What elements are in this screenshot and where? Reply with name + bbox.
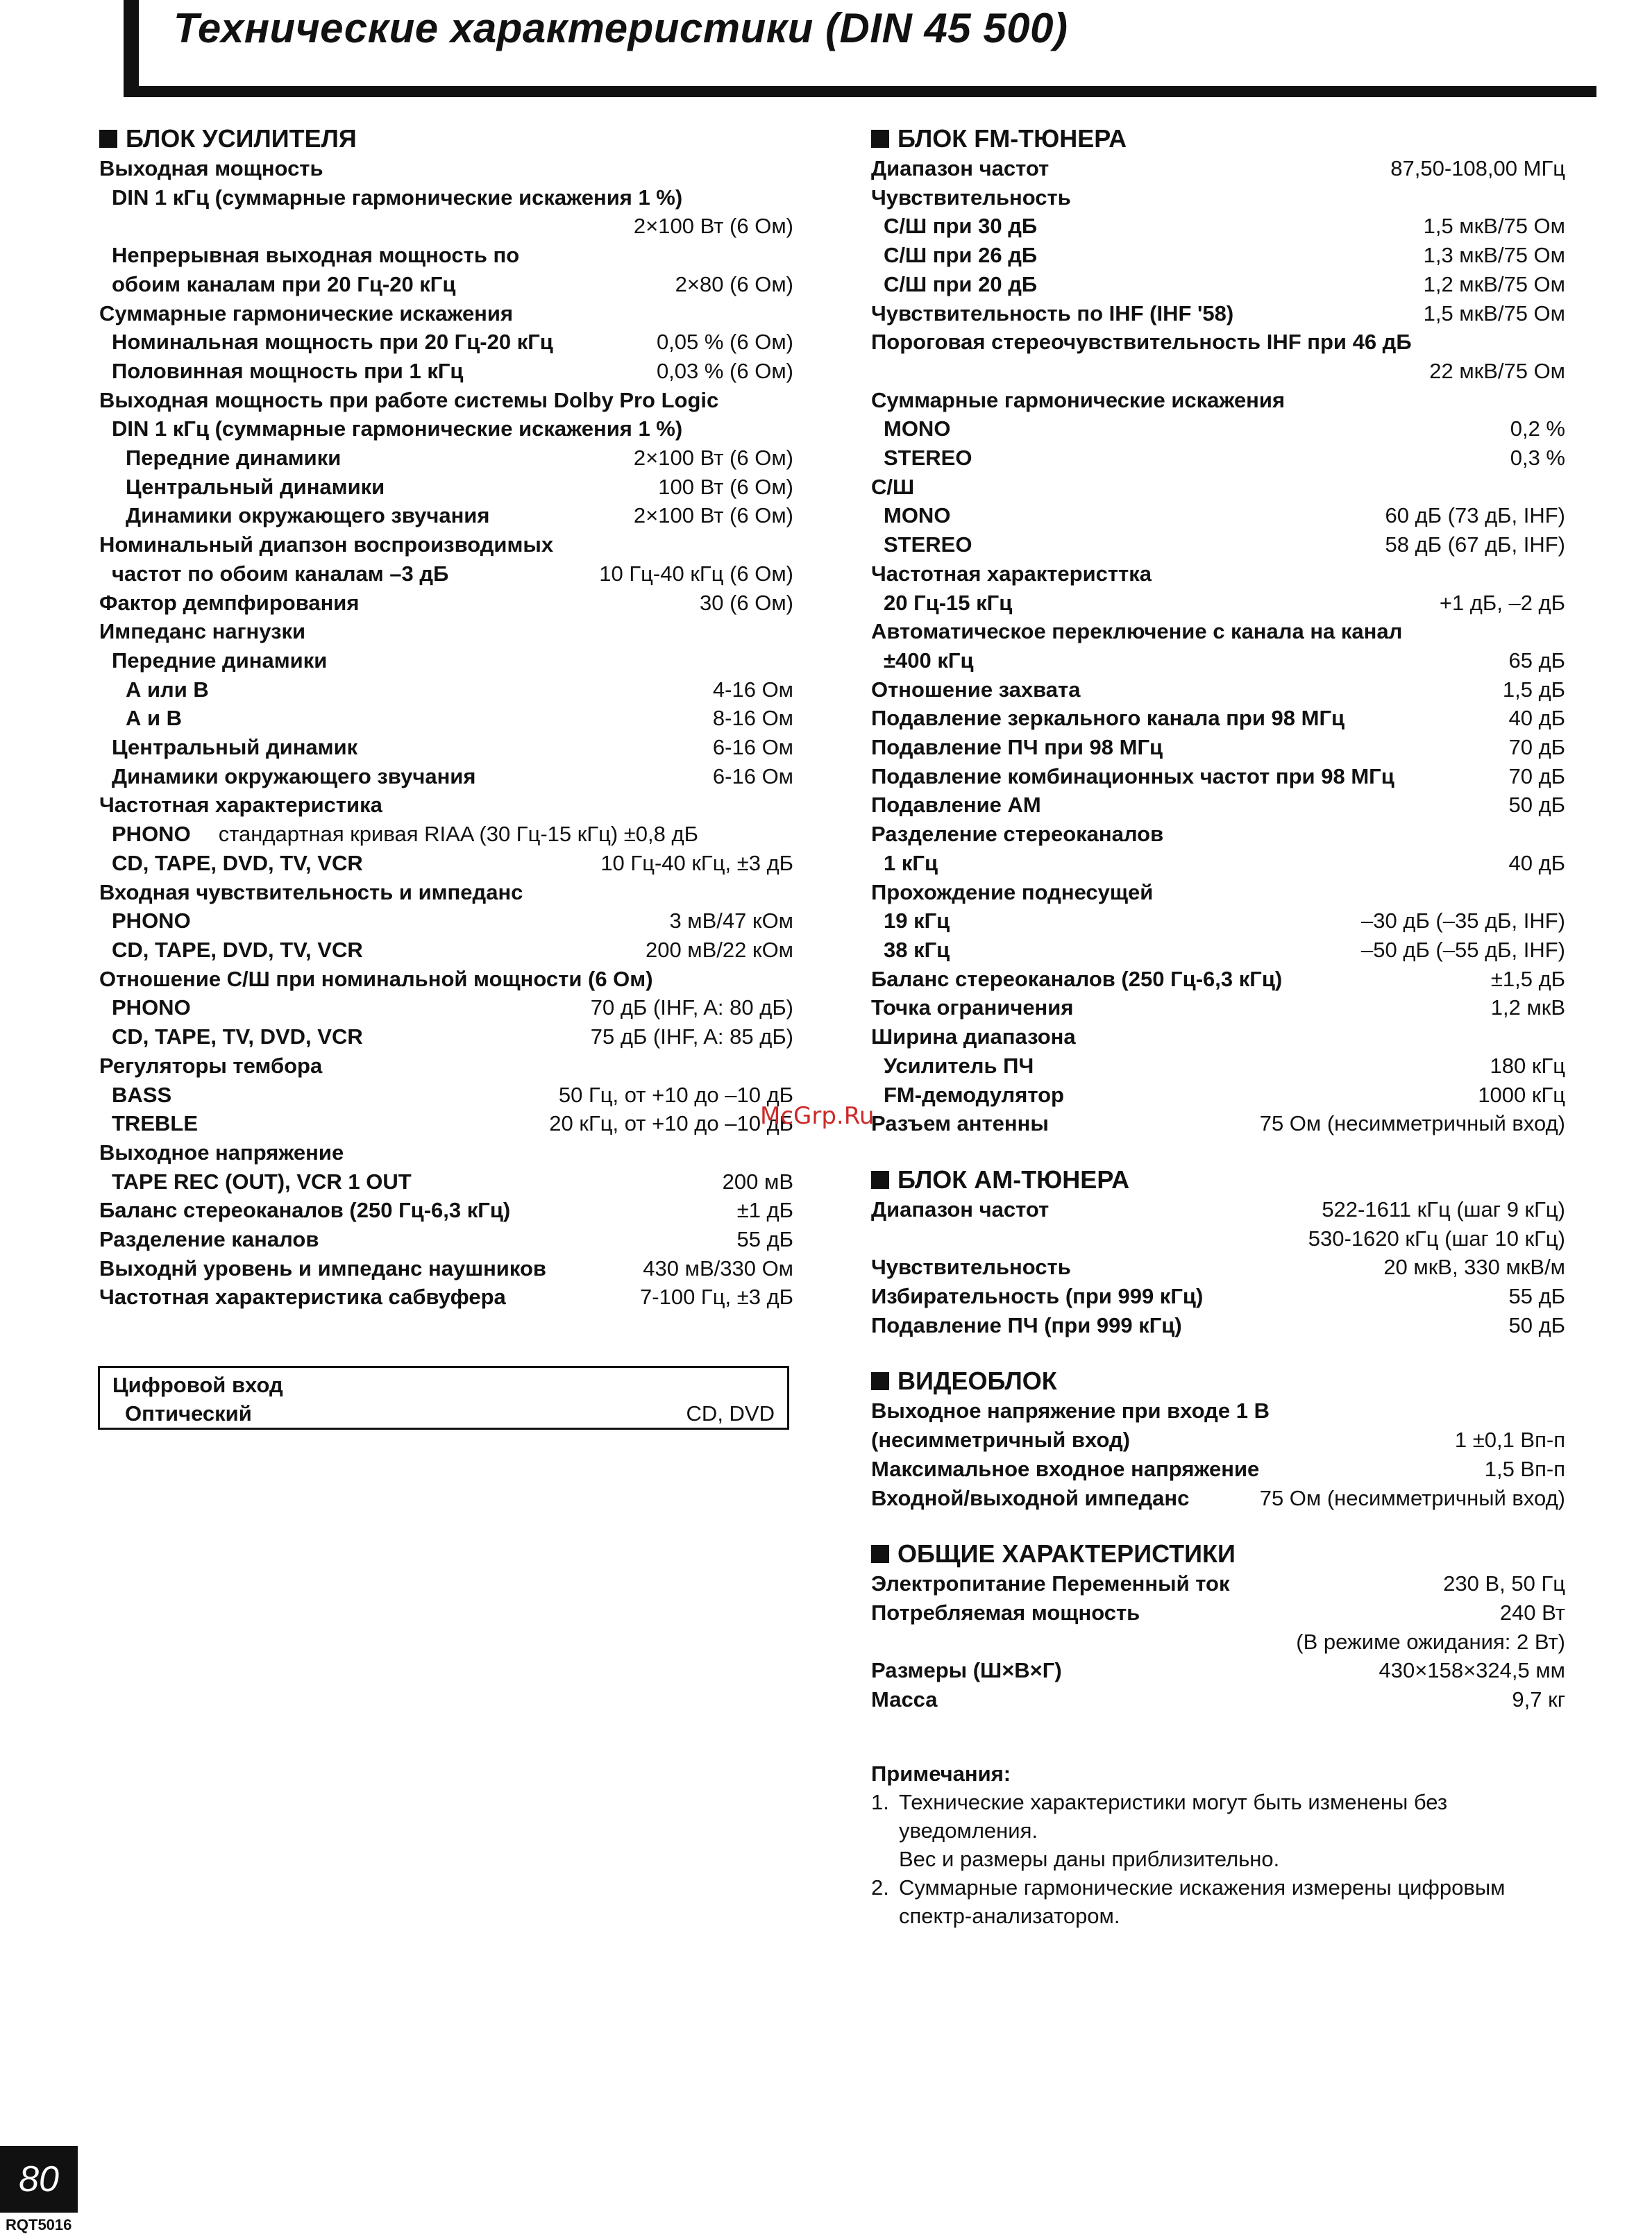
spec-row — [871, 1628, 1565, 1657]
spec-row — [871, 414, 1565, 443]
spec-row — [871, 183, 1565, 212]
page-title: Технические характеристики (DIN 45 500) — [174, 5, 1068, 51]
spec-label: обоим каналам при 20 Гц-20 кГц — [112, 271, 456, 296]
spec-label: С/Ш — [871, 474, 915, 499]
spec-label: Суммарные гармонические искажения — [99, 301, 514, 326]
spec-label: Частотная характеристика — [99, 793, 382, 818]
spec-row — [871, 559, 1565, 589]
spec-label: Фактор демпфирования — [99, 590, 360, 615]
spec-value: 58 дБ (67 дБ, IHF) — [1385, 532, 1565, 557]
spec-label: Центральный динамики — [126, 474, 385, 499]
spec-label: TREBLE — [112, 1111, 198, 1136]
spec-value: 50 Гц, от +10 до –10 дБ — [558, 1082, 793, 1107]
spec-value: 1 ±0,1 Вп-п — [1454, 1428, 1565, 1453]
spec-label: Суммарные гармонические искажения — [871, 387, 1286, 412]
spec-row — [871, 849, 1565, 878]
spec-value: 30 (6 Ом) — [699, 590, 793, 615]
right-column — [871, 124, 1565, 1714]
spec-value: 240 Вт — [1499, 1600, 1565, 1625]
spec-row — [871, 589, 1565, 618]
spec-value: 230 В, 50 Гц — [1443, 1571, 1565, 1596]
note-item — [871, 1788, 1565, 1873]
spec-label: Номинальный диапзон воспроизводимых — [99, 532, 554, 557]
spec-label: Усилитель ПЧ — [884, 1053, 1034, 1078]
spec-label: Баланс стереоканалов (250 Гц-6,3 кГц) — [99, 1198, 511, 1223]
spec-row — [99, 906, 793, 936]
spec-row — [99, 154, 793, 183]
note-line: Технические характеристики могут быть изменены без — [899, 1790, 1448, 1814]
spec-value: 65 дБ — [1508, 648, 1565, 673]
spec-value: 22 мкВ/75 Ом — [1429, 358, 1565, 383]
spec-row — [871, 270, 1565, 299]
spec-row — [99, 646, 793, 675]
spec-row — [871, 733, 1565, 762]
spec-label: STEREO — [884, 446, 972, 471]
header-accent-bar — [124, 0, 139, 87]
spec-label: Выходное напряжение при входе 1 В — [871, 1399, 1270, 1423]
spec-value: 70 дБ — [1508, 763, 1565, 788]
spec-value: 70 дБ — [1508, 735, 1565, 760]
spec-label: С/Ш при 20 дБ — [884, 271, 1038, 296]
spec-label: С/Ш при 26 дБ — [884, 243, 1038, 268]
spec-label: FM-демодулятор — [884, 1082, 1064, 1107]
spec-label: DIN 1 кГц (суммарные гармонические искажения 1 %) — [112, 416, 683, 441]
spec-row — [99, 675, 793, 704]
spec-row — [871, 704, 1565, 733]
spec-row — [99, 299, 793, 328]
spec-value: 1,3 мкВ/75 Ом — [1423, 243, 1565, 268]
spec-value: 6-16 Ом — [712, 735, 793, 760]
spec-list-general — [871, 1569, 1565, 1714]
spec-row — [871, 386, 1565, 415]
spec-value: 100 Вт (6 Ом) — [658, 474, 793, 499]
note-text — [899, 1788, 1565, 1873]
spec-row — [871, 820, 1565, 849]
note-line: спектр-анализатором. — [899, 1904, 1120, 1928]
spec-row — [99, 241, 793, 270]
spec-label: Чувствительность — [871, 1255, 1071, 1280]
spec-value: (В режиме ожидания: 2 Вт) — [1296, 1629, 1565, 1654]
spec-value: 1,5 мкВ/75 Ом — [1423, 301, 1565, 326]
spec-value: 7-100 Гц, ±3 дБ — [640, 1285, 793, 1310]
spec-value: 60 дБ (73 дБ, IHF) — [1385, 503, 1565, 528]
spec-label: А и В — [126, 706, 183, 731]
spec-row — [99, 993, 793, 1022]
spec-row — [99, 1138, 793, 1167]
spec-label: Частотная характеристика сабвуфера — [99, 1285, 506, 1310]
spec-row — [871, 1396, 1565, 1426]
spec-row — [871, 1484, 1565, 1513]
spec-list-video — [871, 1396, 1565, 1512]
spec-row — [871, 993, 1565, 1022]
spec-value: 75 дБ (IHF, A: 85 дБ) — [590, 1024, 793, 1049]
spec-value: 200 мВ — [722, 1169, 793, 1194]
spec-value: 1,5 Вп-п — [1484, 1456, 1565, 1481]
spec-row — [99, 878, 793, 907]
spec-row — [871, 1195, 1565, 1224]
spec-value: –30 дБ (–35 дБ, IHF) — [1361, 909, 1565, 933]
spec-label: PHONO — [112, 995, 191, 1020]
spec-label: Чувствительность по IHF (IHF '58) — [871, 301, 1234, 326]
spec-row — [871, 1656, 1565, 1685]
spec-label: Пороговая стереочувствительность IHF при 46 дБ — [871, 330, 1412, 355]
spec-row — [871, 328, 1565, 357]
spec-label: PHONO — [112, 909, 191, 933]
spec-value: 430 мВ/330 Ом — [643, 1256, 793, 1281]
spec-label: Входная чувствительность и импеданс — [99, 879, 523, 904]
spec-row — [99, 328, 793, 357]
section-heading-fm-tuner: БЛОК FM-ТЮНЕРА — [871, 124, 1565, 154]
spec-label: Максимальное входное напряжение — [871, 1456, 1260, 1481]
spec-row — [871, 1109, 1565, 1138]
spec-value: 0,05 % (6 Ом) — [656, 330, 793, 355]
spec-label: Точка ограничения — [871, 995, 1074, 1020]
spec-value: ±1 дБ — [736, 1198, 793, 1223]
spec-row — [99, 733, 793, 762]
document-code: RQT5016 — [6, 2216, 72, 2233]
spec-label: CD, TAPE, DVD, TV, VCR — [112, 937, 363, 962]
spec-value: 180 кГц — [1490, 1053, 1565, 1078]
spec-row — [99, 1167, 793, 1197]
spec-row — [871, 936, 1565, 965]
spec-label: Подавление АМ — [871, 793, 1041, 818]
spec-row — [99, 1254, 793, 1283]
left-column — [99, 124, 793, 1312]
spec-label: Регуляторы тембора — [99, 1053, 323, 1078]
spec-label: Выходное напряжение — [99, 1140, 344, 1165]
spec-label: Подавление ПЧ (при 999 кГц) — [871, 1312, 1182, 1337]
spec-value: 1,2 мкВ — [1490, 995, 1565, 1020]
spec-value: 2×80 (6 Ом) — [675, 271, 793, 296]
spec-row — [871, 906, 1565, 936]
note-number: 2. — [871, 1875, 889, 1900]
spec-label: TAPE REC (OUT), VCR 1 OUT — [112, 1169, 412, 1194]
spec-value: 522-1611 кГц (шаг 9 кГц) — [1322, 1197, 1565, 1222]
spec-value: CD, DVD — [686, 1401, 775, 1426]
spec-row — [99, 936, 793, 965]
spec-label: ±400 кГц — [884, 648, 974, 673]
spec-label: Частотная характеристтка — [871, 561, 1152, 586]
spec-value: 75 Ом (несимметричный вход) — [1259, 1485, 1565, 1510]
spec-value: 1,5 дБ — [1502, 677, 1565, 702]
spec-row — [99, 1196, 793, 1225]
spec-label: CD, TAPE, TV, DVD, VCR — [112, 1024, 363, 1049]
spec-label: DIN 1 кГц (суммарные гармонические искажения 1 %) — [112, 185, 683, 210]
spec-label: Баланс стереоканалов (250 Гц-6,3 кГц) — [871, 966, 1283, 991]
spec-label: 19 кГц — [884, 909, 950, 933]
spec-row — [871, 1685, 1565, 1714]
spec-list-amplifier — [99, 154, 793, 1312]
spec-label: А или В — [126, 677, 209, 702]
spec-label: 1 кГц — [884, 850, 938, 875]
spec-row — [871, 617, 1565, 646]
spec-label: Подавление комбинационных частот при 98 МГц — [871, 763, 1394, 788]
spec-row — [871, 1569, 1565, 1598]
spec-label: Автоматическое переключение с канала на канал — [871, 619, 1403, 644]
spec-label: Подавление зеркального канала при 98 МГц — [871, 706, 1345, 731]
spec-row — [99, 357, 793, 386]
spec-label: Размеры (Ш×В×Г) — [871, 1658, 1062, 1683]
digital-input-box — [98, 1366, 789, 1430]
spec-row — [99, 617, 793, 646]
spec-row — [99, 762, 793, 791]
spec-label: Разделение стереоканалов — [871, 822, 1164, 847]
spec-row — [871, 1051, 1565, 1081]
square-bullet-icon — [871, 1372, 889, 1390]
spec-row — [871, 1426, 1565, 1455]
spec-value: 0,3 % — [1510, 446, 1565, 471]
spec-row — [871, 501, 1565, 530]
spec-label: 38 кГц — [884, 937, 950, 962]
spec-label: (несимметричный вход) — [871, 1428, 1130, 1453]
spec-label: Потребляемая мощность — [871, 1600, 1140, 1625]
spec-value: 87,50-108,00 МГц — [1390, 156, 1565, 180]
spec-label: Прохождение поднесущей — [871, 879, 1154, 904]
spec-label: MONO — [884, 416, 951, 441]
spec-value: 3 мВ/47 кОм — [669, 909, 793, 933]
section-heading-general: ОБЩИЕ ХАРАКТЕРИСТИКИ — [871, 1539, 1565, 1569]
spec-value: 70 дБ (IHF, A: 80 дБ) — [590, 995, 793, 1020]
spec-value: 1,5 мкВ/75 Ом — [1423, 214, 1565, 239]
spec-label: Оптический — [125, 1401, 252, 1426]
spec-row — [99, 443, 793, 473]
note-number: 1. — [871, 1790, 889, 1814]
spec-row — [99, 212, 793, 241]
spec-row — [871, 1311, 1565, 1340]
spec-label: Центральный динамик — [112, 735, 358, 760]
spec-row — [99, 849, 793, 878]
spec-row — [871, 1081, 1565, 1110]
spec-row — [871, 646, 1565, 675]
spec-row — [871, 878, 1565, 907]
spec-row — [99, 1051, 793, 1081]
note-item — [871, 1873, 1565, 1930]
spec-label: Выходная мощность — [99, 156, 323, 180]
spec-list-fm-tuner — [871, 154, 1565, 1138]
spec-row — [99, 183, 793, 212]
page-number: 80 — [19, 2159, 59, 2199]
spec-label: Разъем антенны — [871, 1111, 1049, 1136]
spec-row — [99, 473, 793, 502]
spec-label: Передние динамики — [126, 446, 342, 471]
spec-row — [871, 1455, 1565, 1484]
spec-value: 6-16 Ом — [712, 763, 793, 788]
spec-row — [871, 675, 1565, 704]
spec-value: 1000 кГц — [1478, 1082, 1565, 1107]
square-bullet-icon — [871, 130, 889, 148]
spec-row — [871, 530, 1565, 559]
spec-label: Выходнй уровень и импеданс наушников — [99, 1256, 546, 1281]
spec-row — [99, 559, 793, 589]
spec-label: Ширина диапазона — [871, 1024, 1076, 1049]
spec-row — [871, 473, 1565, 502]
spec-label: С/Ш при 30 дБ — [884, 214, 1038, 239]
spec-row — [99, 1081, 793, 1110]
section-heading-am-tuner: БЛОК АМ-ТЮНЕРА — [871, 1165, 1565, 1195]
spec-value: 430×158×324,5 мм — [1379, 1658, 1565, 1683]
spec-value: 10 Гц-40 кГц, ±3 дБ — [600, 850, 793, 875]
spec-row — [871, 762, 1565, 791]
spec-label: Электропитание Переменный ток — [871, 1571, 1230, 1596]
note-text — [899, 1873, 1565, 1930]
spec-label: Отношение С/Ш при номинальной мощности (6 Ом) — [99, 966, 653, 991]
spec-value: 200 мВ/22 кОм — [645, 937, 793, 962]
spec-value: 55 дБ — [736, 1227, 793, 1252]
spec-value: 40 дБ — [1508, 850, 1565, 875]
spec-label: частот по обоим каналам –3 дБ — [112, 561, 449, 586]
spec-label: 20 Гц-15 кГц — [884, 590, 1013, 615]
spec-label: MONO — [884, 503, 951, 528]
spec-value: ±1,5 дБ — [1490, 966, 1565, 991]
notes-list — [871, 1788, 1565, 1930]
spec-value: 530-1620 кГц (шаг 10 кГц) — [1308, 1226, 1565, 1251]
spec-value: +1 дБ, –2 дБ — [1439, 590, 1565, 615]
spec-value: 2×100 Вт (6 Ом) — [633, 446, 793, 471]
spec-label: Передние динамики — [112, 648, 328, 673]
spec-row — [99, 1022, 793, 1051]
spec-label: CD, TAPE, DVD, TV, VCR — [112, 850, 363, 875]
spec-value: 20 мкВ, 330 мкВ/м — [1383, 1255, 1565, 1280]
digital-input-title: Цифровой вход — [112, 1373, 283, 1397]
spec-row — [871, 1022, 1565, 1051]
square-bullet-icon — [871, 1545, 889, 1563]
spec-row — [871, 965, 1565, 994]
spec-label: Разделение каналов — [99, 1227, 319, 1252]
spec-row — [99, 530, 793, 559]
spec-row — [99, 1283, 793, 1312]
spec-label: BASS — [112, 1082, 172, 1107]
section-heading-amplifier: БЛОК УСИЛИТЕЛЯ — [99, 124, 793, 154]
spec-value: 2×100 Вт (6 Ом) — [633, 503, 793, 528]
spec-row — [99, 820, 793, 849]
spec-row — [99, 1225, 793, 1254]
spec-value: 1,2 мкВ/75 Ом — [1423, 271, 1565, 296]
spec-row — [112, 1399, 775, 1428]
spec-row — [871, 241, 1565, 270]
note-line: Вес и размеры даны приблизительно. — [899, 1847, 1280, 1871]
spec-value: 0,03 % (6 Ом) — [656, 358, 793, 383]
watermark: McGrp.Ru — [760, 1102, 875, 1130]
spec-row — [99, 589, 793, 618]
spec-label: Номинальная мощность при 20 Гц-20 кГц — [112, 330, 553, 355]
spec-label: Масса — [871, 1687, 938, 1712]
spec-label: Диапазон частот — [871, 1197, 1050, 1222]
spec-row — [99, 386, 793, 415]
spec-row — [871, 1282, 1565, 1311]
spec-row — [99, 501, 793, 530]
spec-value: 50 дБ — [1508, 1312, 1565, 1337]
page-number-box — [0, 2146, 78, 2213]
spec-label: Половинная мощность при 1 кГц — [112, 358, 464, 383]
spec-row — [99, 965, 793, 994]
note-line: уведомления. — [899, 1818, 1038, 1843]
spec-row — [99, 414, 793, 443]
note-line: Суммарные гармонические искажения измерены цифровым — [899, 1875, 1506, 1900]
section-heading-video: ВИДЕОБЛОК — [871, 1366, 1565, 1396]
spec-label: Импеданс нагнузки — [99, 619, 306, 644]
notes — [871, 1759, 1565, 1930]
spec-value: 9,7 кг — [1512, 1687, 1565, 1712]
spec-row — [871, 1224, 1565, 1253]
spec-value: стандартная кривая RIAA (30 Гц-15 кГц) ±0,8 дБ — [218, 822, 698, 847]
spec-label: Динамики окружающего звучания — [126, 503, 490, 528]
spec-label: Избирательность (при 999 кГц) — [871, 1284, 1204, 1309]
spec-row — [871, 1253, 1565, 1282]
spec-label: Динамики окружающего звучания — [112, 763, 476, 788]
spec-row — [99, 791, 793, 820]
spec-row — [871, 154, 1565, 183]
spec-value: 10 Гц-40 кГц (6 Ом) — [599, 561, 793, 586]
spec-label: Выходная мощность при работе системы Dolby Pro Logic — [99, 387, 719, 412]
spec-label: Входной/выходной импеданс — [871, 1485, 1190, 1510]
spec-value: 40 дБ — [1508, 706, 1565, 731]
spec-label: STEREO — [884, 532, 972, 557]
spec-label: Подавление ПЧ при 98 МГц — [871, 735, 1163, 760]
spec-row — [871, 357, 1565, 386]
spec-row — [99, 270, 793, 299]
spec-list-am-tuner — [871, 1195, 1565, 1340]
spec-row — [871, 299, 1565, 328]
spec-row — [871, 1598, 1565, 1628]
spec-row — [871, 791, 1565, 820]
square-bullet-icon — [871, 1171, 889, 1189]
spec-value: 55 дБ — [1508, 1284, 1565, 1309]
spec-value: 8-16 Ом — [712, 706, 793, 731]
header-rule — [124, 86, 1596, 97]
spec-label: Чувствительность — [871, 185, 1071, 210]
spec-label: Непрерывная выходная мощность по — [112, 243, 520, 268]
spec-row — [871, 443, 1565, 473]
spec-value: 0,2 % — [1510, 416, 1565, 441]
spec-row — [99, 704, 793, 733]
spec-value: 4-16 Ом — [712, 677, 793, 702]
spec-value: 2×100 Вт (6 Ом) — [633, 214, 793, 239]
spec-value: –50 дБ (–55 дБ, IHF) — [1361, 937, 1565, 962]
notes-title: Примечания: — [871, 1761, 1011, 1786]
spec-value: 75 Ом (несимметричный вход) — [1259, 1111, 1565, 1136]
spec-row — [871, 212, 1565, 241]
square-bullet-icon — [99, 130, 117, 148]
spec-row — [99, 1109, 793, 1138]
spec-label: Отношение захвата — [871, 677, 1081, 702]
spec-value: 20 кГц, от +10 до –10 дБ — [549, 1111, 793, 1136]
spec-label: PHONO — [112, 822, 191, 847]
spec-value: 50 дБ — [1508, 793, 1565, 818]
spec-label: Диапазон частот — [871, 156, 1050, 180]
